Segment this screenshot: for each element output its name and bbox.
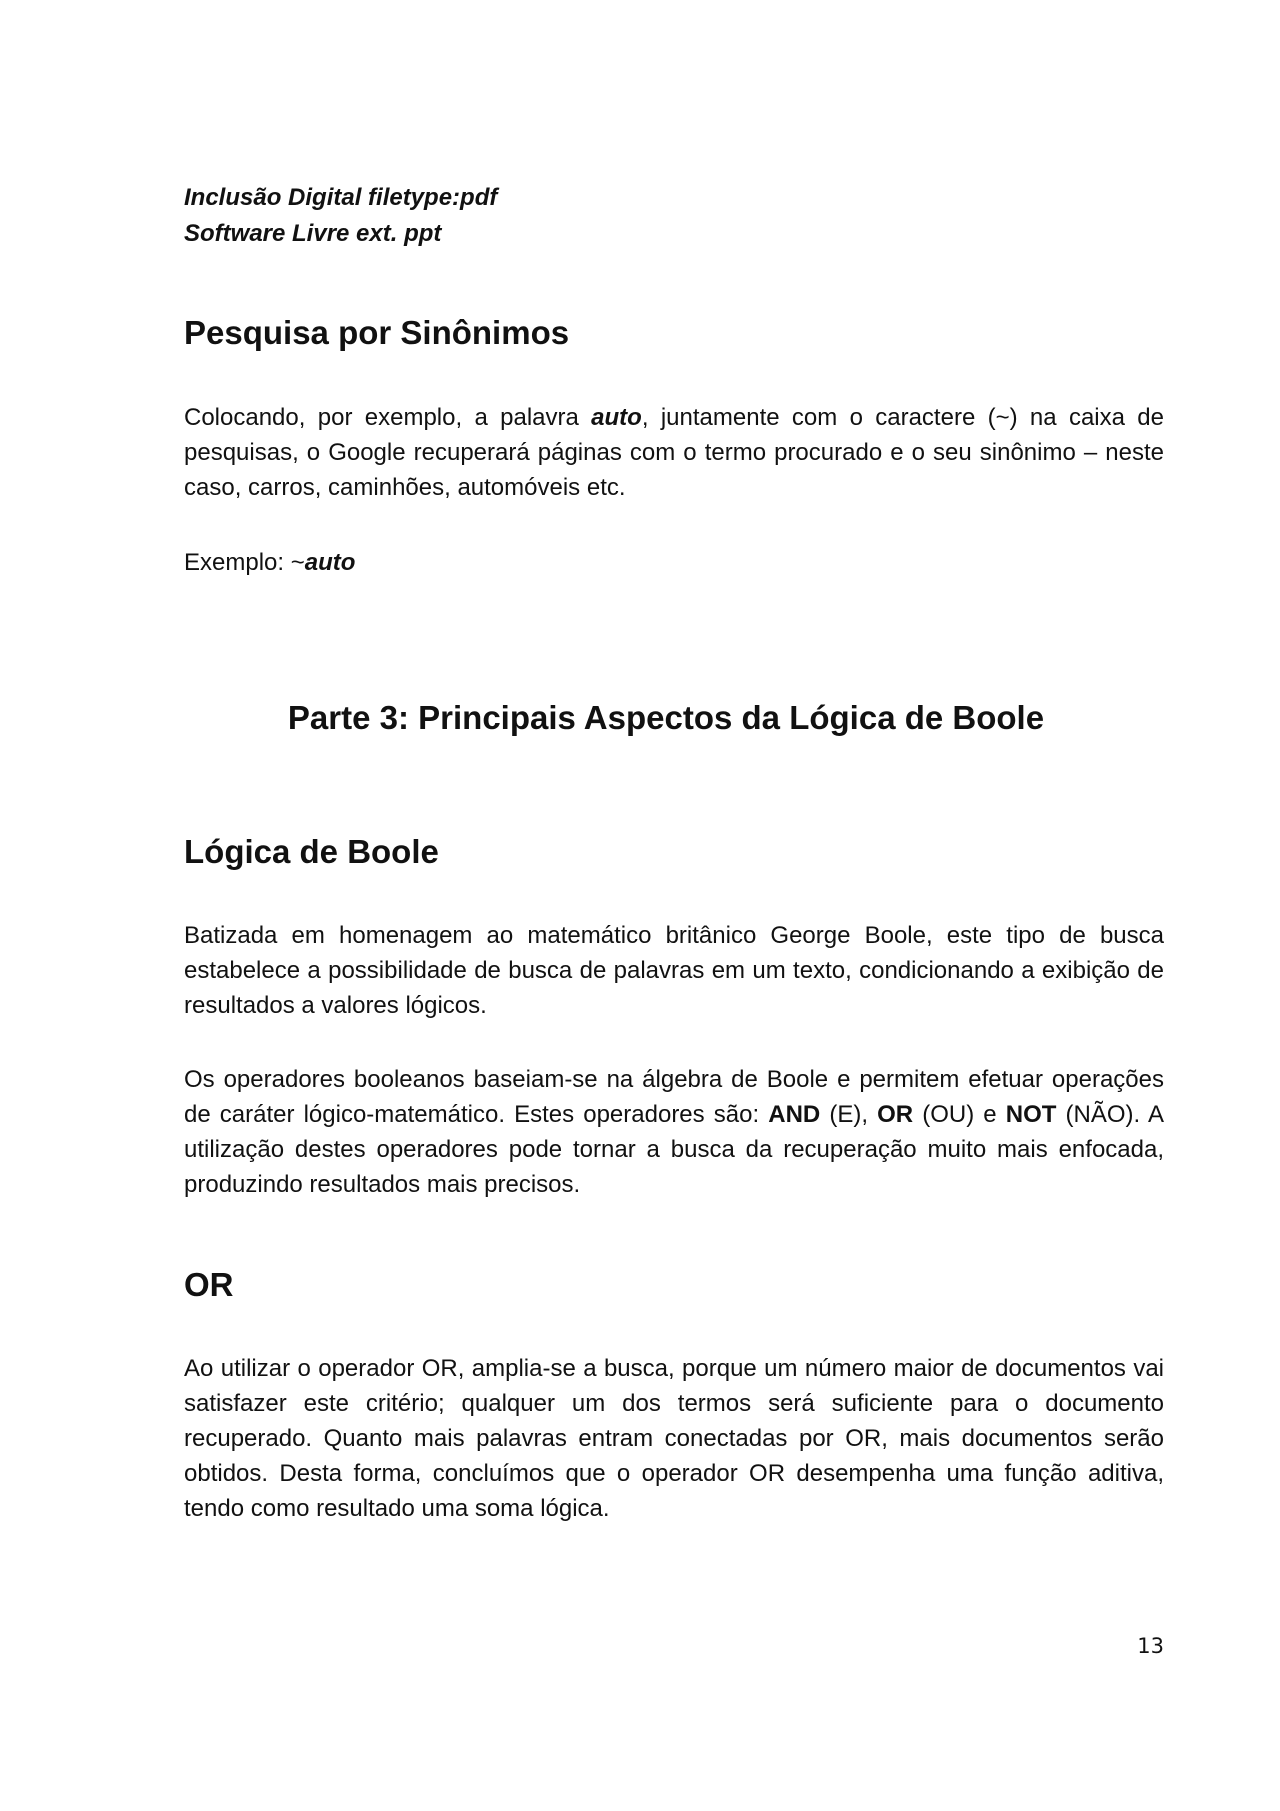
heading-or: OR <box>184 1266 234 1303</box>
example-line <box>184 545 1164 580</box>
text: (E), <box>820 1101 878 1128</box>
operator-and: AND <box>768 1101 821 1128</box>
heading-synonyms: Pesquisa por Sinônimos <box>184 314 570 351</box>
example-value: auto <box>304 549 356 576</box>
text: , juntamente com o caractere (~) na caixa de pesquisas, o Google recuperará páginas com o termo procurado e o seu sinônimo – neste caso, carros, caminhões, automóveis etc. <box>184 404 1164 501</box>
paragraph-boole-1: Batizada em homenagem ao matemático britânico George Boole, este tipo de busca estabelece a possibilidade de busca de palavras em um texto, condicionando a exibição de resultados a valores lógicos. <box>184 922 1164 1019</box>
paragraph-boole-2 <box>184 1062 1164 1202</box>
page-number: 13 <box>1137 1634 1164 1658</box>
paragraph-or: Ao utilizar o operador OR, amplia-se a busca, porque um número maior de documentos vai satisfazer este critério; qualquer um dos termos será suficiente para o documento recuperado. Quanto mais palavras entram conectadas por OR, mais documentos serão obtidos. Desta forma, concluímos que o operador OR desempenha uma função aditiva, tendo como resultado uma soma lógica. <box>184 1355 1164 1522</box>
paragraph-synonyms <box>184 400 1164 505</box>
search-example-pdf: Inclusão Digital filetype:pdf <box>184 184 498 211</box>
example-label: Exemplo: ~ <box>184 549 305 576</box>
search-example-ppt: Software Livre ext. ppt <box>184 220 442 247</box>
text: Colocando, por exemplo, a palavra <box>184 404 592 431</box>
text: Os operadores booleanos baseiam-se na álgebra de Boole e permitem efetuar operações de caráter lógico-matemático. Estes operadores são: <box>184 1066 1164 1128</box>
operator-not: NOT <box>1005 1101 1057 1128</box>
text: (NÃO). A utilização destes operadores pode tornar a busca da recuperação muito mais enfocada, produzindo resultados mais precisos. <box>184 1101 1164 1198</box>
part-title: Parte 3: Principais Aspectos da Lógica de Boole <box>287 699 1045 736</box>
emphasis-auto: auto <box>591 404 642 431</box>
heading-boole: Lógica de Boole <box>184 833 439 870</box>
text: (OU) e <box>913 1101 1006 1128</box>
operator-or: OR <box>877 1101 914 1128</box>
